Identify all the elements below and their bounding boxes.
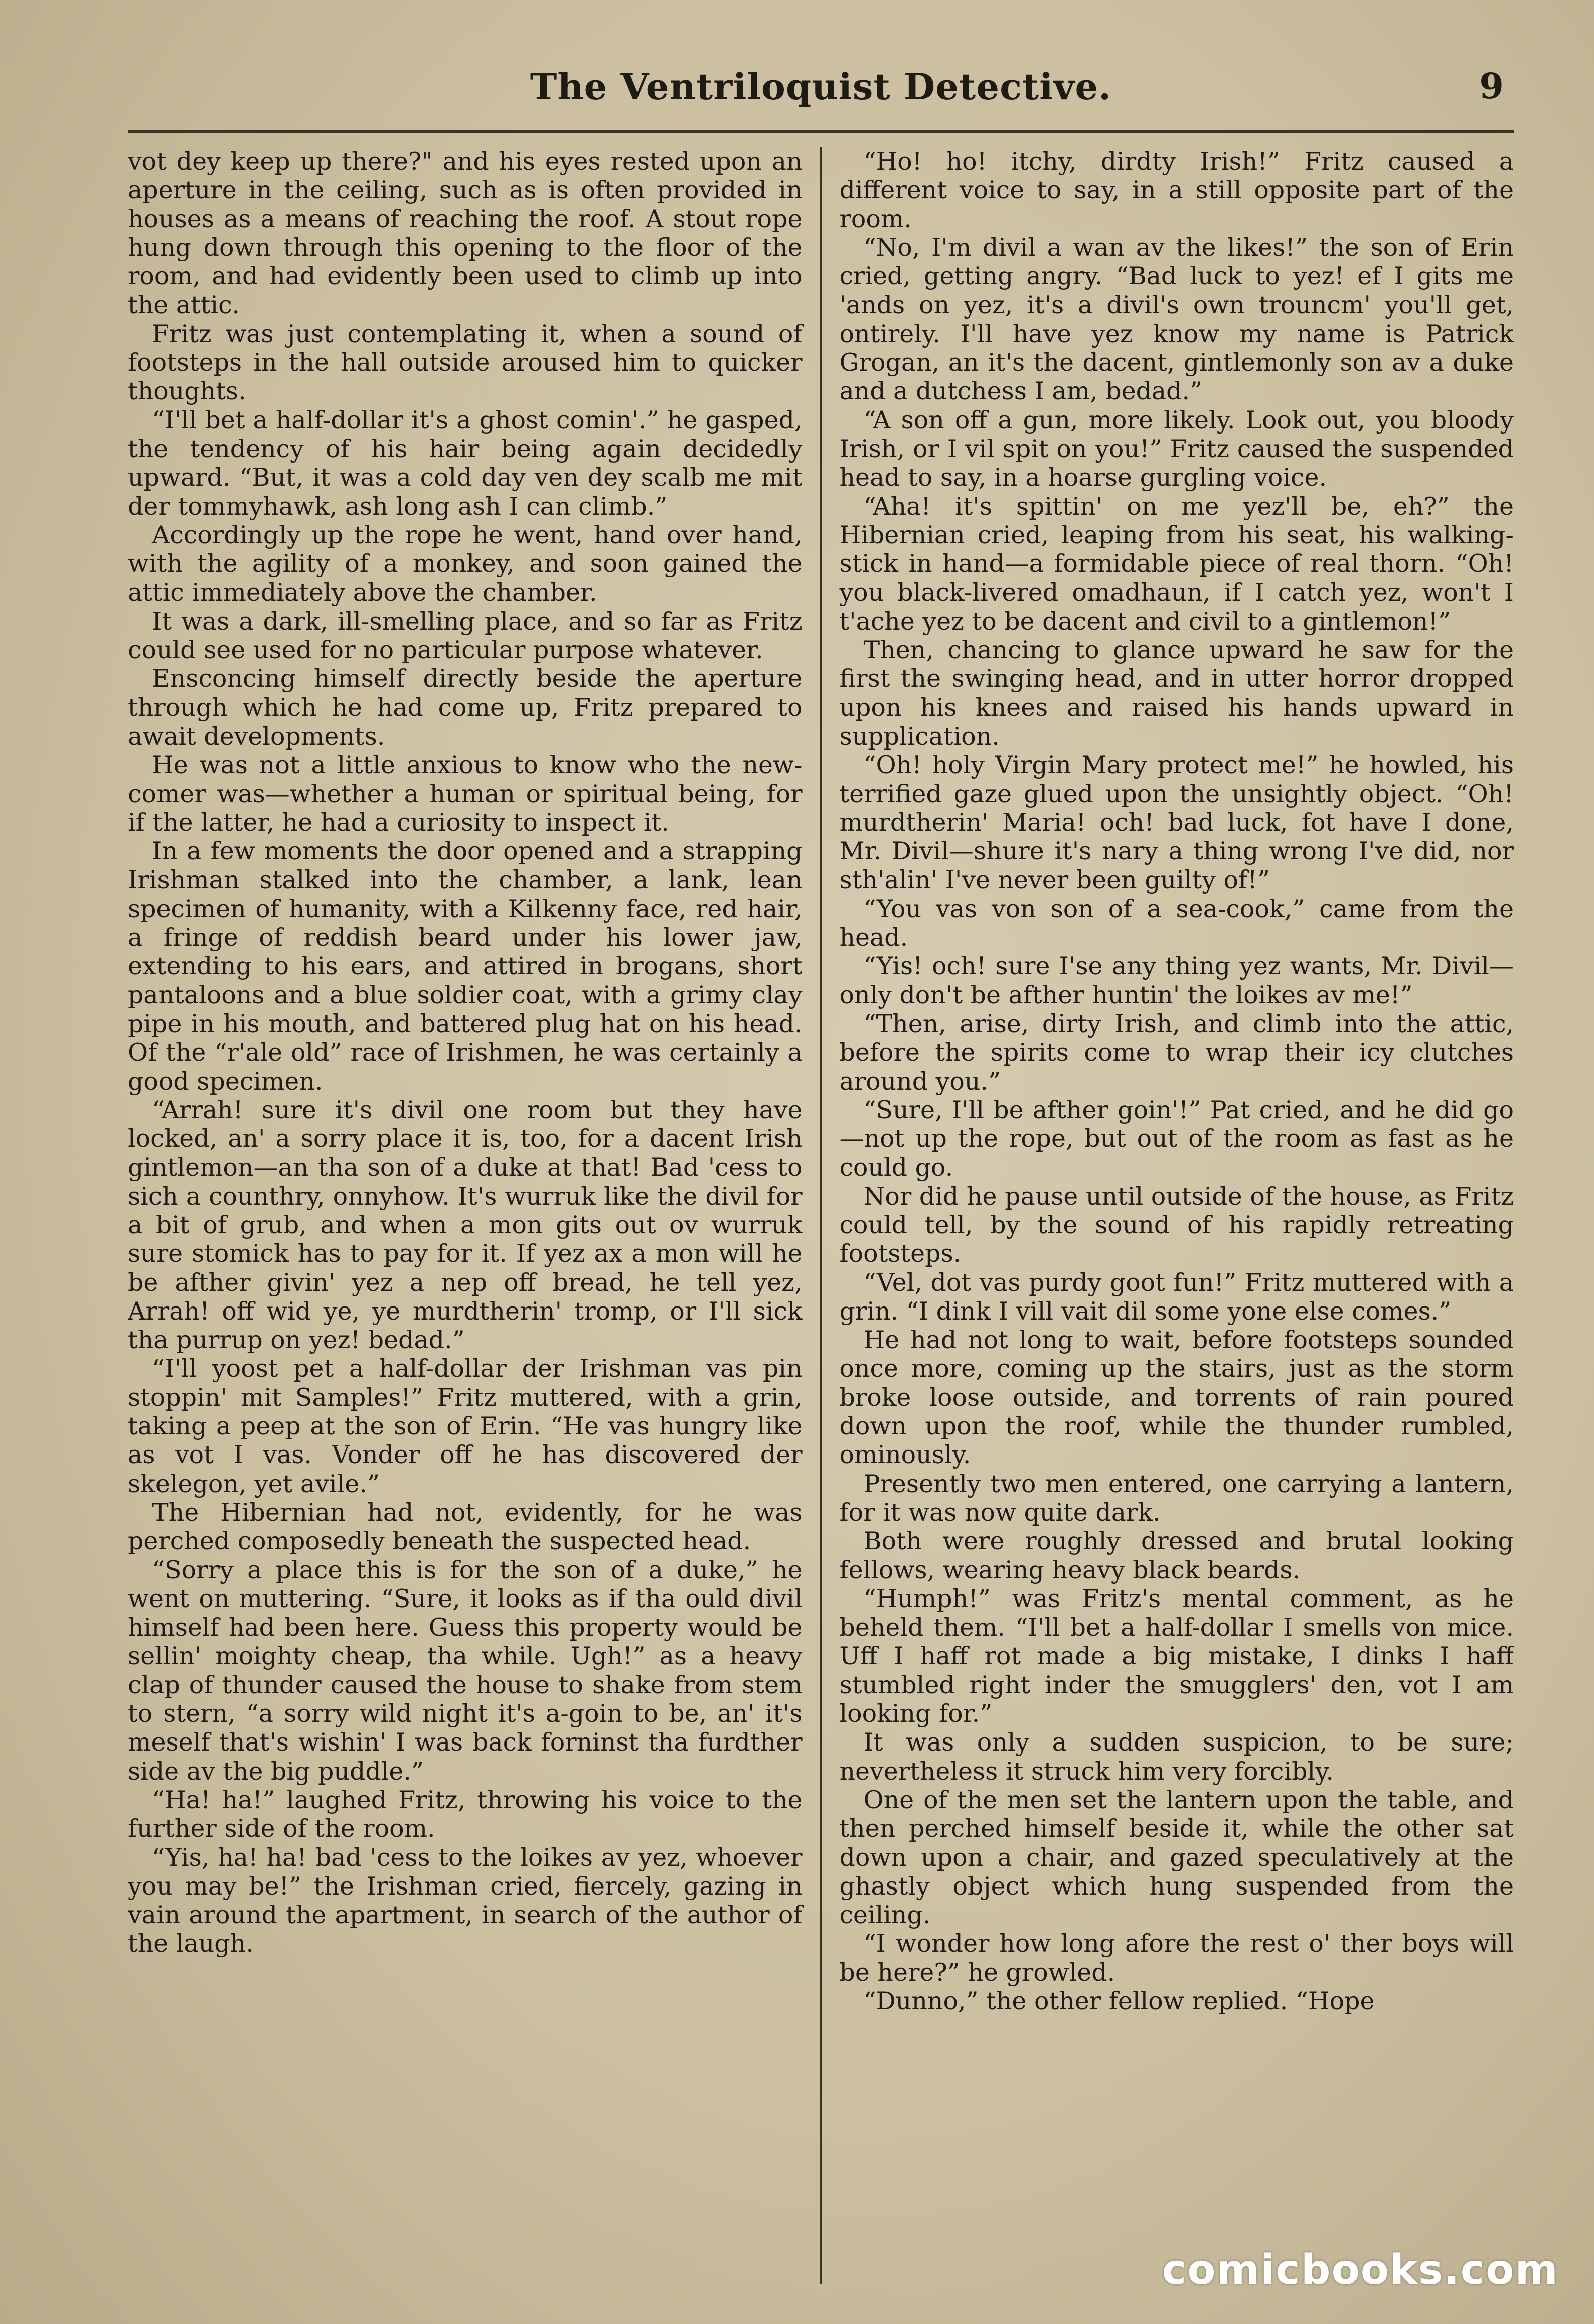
- paragraph: “I'll yoost pet a half-dollar der Irishman vas pin stoppin' mit Samples!” Fritz muttered, with a grin, taking a peep at the son of Erin. “He vas hungry like as vot I vas. Vonder off he has discovered der skelegon, yet avile.”: [128, 1354, 803, 1498]
- paragraph: Fritz was just contemplating it, when a sound of footsteps in the hall outside aroused him to quicker thoughts.: [128, 319, 803, 406]
- paragraph: “Sorry a place this is for the son of a duke,” he went on muttering. “Sure, it looks as if tha ould divil himself had been here. Guess this property would be sellin' moighty cheap, tha while. Ugh!” as a heavy clap of thunder caused the house to shake from stem to stern, “a sorry wild night it's a-goin to be, an' it's meself that's wishin' I was back forninst tha furdther side av the big puddle.”: [128, 1555, 803, 1786]
- paragraph: “Then, arise, dirty Irish, and climb into the attic, before the spirits come to wrap their icy clutches around you.”: [839, 1009, 1514, 1096]
- paragraph: “Ho! ho! itchy, dirdty Irish!” Fritz caused a different voice to say, in a still opposite part of the room.: [839, 147, 1514, 233]
- watermark: comicbooks.com: [1162, 2246, 1559, 2294]
- paragraph: One of the men set the lantern upon the table, and then perched himself beside it, while the other sat down upon a chair, and gazed speculatively at the ghastly object which hung suspended from the ceiling.: [839, 1785, 1514, 1930]
- paragraph: “Oh! holy Virgin Mary protect me!” he howled, his terrified gaze glued upon the unsightly object. “Oh! murdtherin' Maria! och! bad luck, fot have I done, Mr. Divil—shure it's nary a thing wrong I've did, nor sth'alin' I've never been guilty of!”: [839, 751, 1514, 895]
- page-number: 9: [1479, 65, 1504, 107]
- paragraph: “Humph!” was Fritz's mental comment, as he beheld them. “I'll bet a half-dollar I smells von mice. Uff I haff rot made a big mistake, I dinks I haff stumbled right inder the smugglers' den, vot I am looking for.”: [839, 1584, 1514, 1728]
- paragraph: Both were roughly dressed and brutal looking fellows, wearing heavy black beards.: [839, 1527, 1514, 1584]
- right-column: [827, 147, 1514, 2284]
- paragraph: Then, chancing to glance upward he saw for the first the swinging head, and in utter horror dropped upon his knees and raised his hands upward in supplication.: [839, 636, 1514, 751]
- paragraph: “Sure, I'll be afther goin'!” Pat cried, and he did go—not up the rope, but out of the room as fast as he could go.: [839, 1095, 1514, 1182]
- page-title: The Ventriloquist Detective.: [530, 65, 1112, 108]
- paragraph: It was only a sudden suspicion, to be sure; nevertheless it struck him very forcibly.: [839, 1728, 1514, 1786]
- paragraph: “I wonder how long afore the rest o' ther boys will be here?” he growled.: [839, 1929, 1514, 1987]
- paragraph: “A son off a gun, more likely. Look out, you bloody Irish, or I vil spit on you!” Fritz caused the suspended head to say, in a hoarse gurgling voice.: [839, 405, 1514, 492]
- left-column: [128, 147, 815, 2284]
- paragraph: Accordingly up the rope he went, hand over hand, with the agility of a monkey, and soon gained the attic immediately above the chamber.: [128, 520, 803, 607]
- paragraph: It was a dark, ill-smelling place, and so far as Fritz could see used for no particular purpose whatever.: [128, 607, 803, 665]
- page-header: [128, 65, 1514, 133]
- paragraph: vot dey keep up there?" and his eyes rested upon an aperture in the ceiling, such as is often provided in houses as a means of reaching the roof. A stout rope hung down through this opening to the floor of the room, and had evidently been used to climb up into the attic.: [128, 147, 803, 320]
- paragraph: In a few moments the door opened and a strapping Irishman stalked into the chamber, a lank, lean specimen of humanity, with a Kilkenny face, red hair, a fringe of reddish beard under his lower jaw, extending to his ears, and attired in brogans, short pantaloons and a blue soldier coat, with a grimy clay pipe in his mouth, and battered plug hat on his head. Of the “r'ale old” race of Irishmen, he was certainly a good specimen.: [128, 837, 803, 1096]
- paragraph: “Yis, ha! ha! bad 'cess to the loikes av yez, whoever you may be!” the Irishman cried, fiercely, gazing in vain around the apartment, in search of the author of the laugh.: [128, 1843, 803, 1958]
- paragraph: “I'll bet a half-dollar it's a ghost comin'.” he gasped, the tendency of his hair being again decidedly upward. “But, it was a cold day ven dey scalb me mit der tommyhawk, ash long ash I can climb.”: [128, 405, 803, 521]
- column-divider: [820, 147, 823, 2284]
- paragraph: He had not long to wait, before footsteps sounded once more, coming up the stairs, just as the storm broke loose outside, and torrents of rain poured down upon the roof, while the thunder rumbled, ominously.: [839, 1326, 1514, 1470]
- paragraph: Ensconcing himself directly beside the aperture through which he had come up, Fritz prepared to await developments.: [128, 664, 803, 751]
- paragraph: “Dunno,” the other fellow replied. “Hope: [863, 1987, 1375, 2015]
- paragraph: “Aha! it's spittin' on me yez'll be, eh?” the Hibernian cried, leaping from his seat, his walking-stick in hand—a formidable piece of real thorn. “Oh! you black-livered omadhaun, if I catch yez, won't I t'ache yez to be dacent and civil to a gintlemon!”: [839, 492, 1514, 636]
- paragraph: “Arrah! sure it's divil one room but they have locked, an' a sorry place it is, too, for a dacent Irish gintlemon—an tha son of a duke at that! Bad 'cess to sich a counthry, onnyhow. It's wurruk like the divil for a bit of grub, and when a mon gits out ov wurruk sure stomick has to pay for it. If yez ax a mon will he be afther givin' yez a nep off bread, he tell yez, Arrah! off wid ye, ye murdtherin' tromp, or I'll sick tha purrup on yez! bedad.”: [128, 1095, 803, 1355]
- paragraph: “You vas von son of a sea-cook,” came from the head.: [839, 894, 1514, 952]
- paragraph: “No, I'm divil a wan av the likes!” the son of Erin cried, getting angry. “Bad luck to yez! ef I gits me 'ands on yez, it's a divil's own trouncm' you'll get, ontirely. I'll have yez know my name is Patrick Grogan, an it's the dacent, gintlemonly son av a duke and a dutchess I am, bedad.”: [839, 233, 1514, 406]
- paragraph: “Yis! och! sure I'se any thing yez wants, Mr. Divil—only don't be afther huntin' the loikes av me!”: [839, 952, 1514, 1009]
- paragraph: The Hibernian had not, evidently, for he was perched composedly beneath the suspected head.: [128, 1498, 803, 1556]
- paragraph: Presently two men entered, one carrying a lantern, for it was now quite dark.: [839, 1469, 1514, 1527]
- paragraph: Nor did he pause until outside of the house, as Fritz could tell, by the sound of his rapidly retreating footsteps.: [839, 1182, 1514, 1268]
- paragraph: “Vel, dot vas purdy goot fun!” Fritz muttered with a grin. “I dink I vill vait dil some yone else comes.”: [839, 1268, 1514, 1326]
- paragraph: He was not a little anxious to know who the new-comer was—whether a human or spiritual being, for if the latter, he had a curiosity to inspect it.: [128, 751, 803, 837]
- paragraph: “Ha! ha!” laughed Fritz, throwing his voice to the further side of the room.: [128, 1785, 803, 1843]
- text-columns: [128, 147, 1514, 2304]
